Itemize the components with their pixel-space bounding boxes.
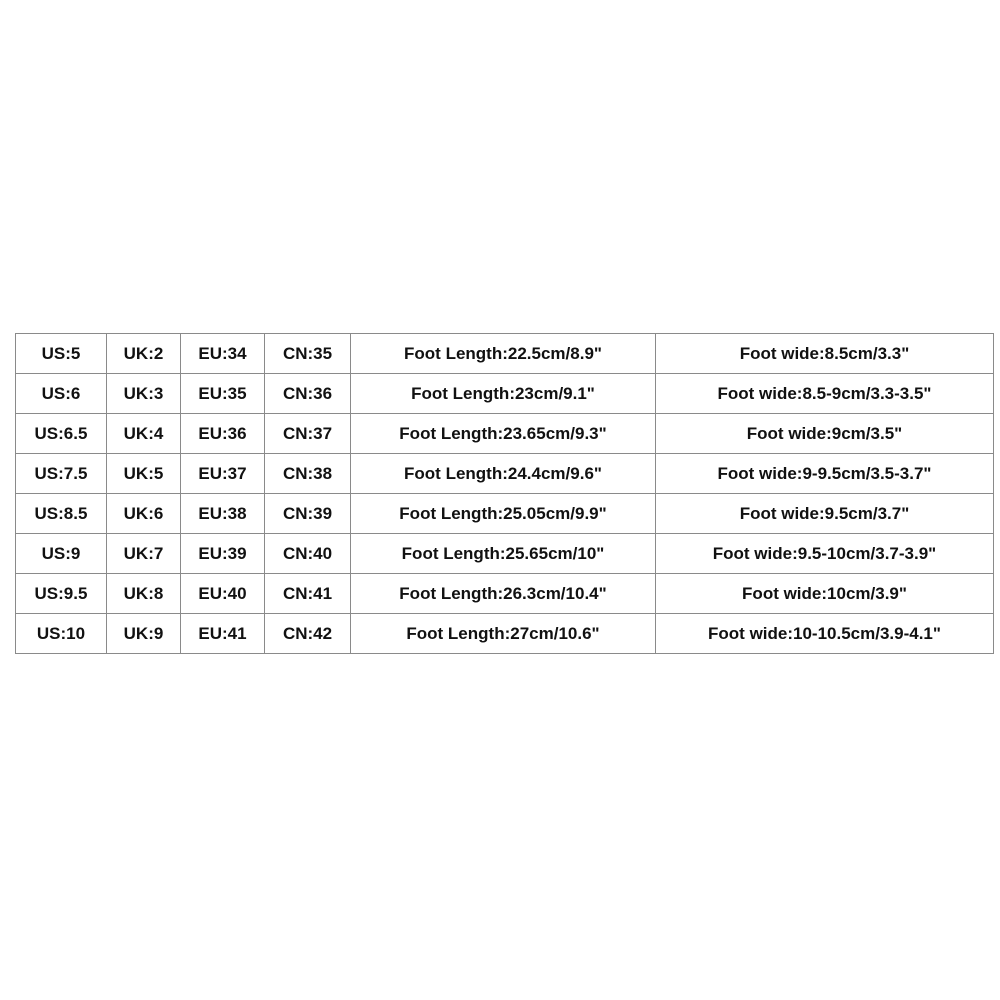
uk-size-cell: UK:2 xyxy=(107,334,181,374)
table-row xyxy=(16,414,994,454)
eu-size-cell: EU:39 xyxy=(181,534,265,574)
eu-size-cell: EU:34 xyxy=(181,334,265,374)
us-size-cell: US:7.5 xyxy=(16,454,107,494)
foot-wide-cell: Foot wide:10-10.5cm/3.9-4.1" xyxy=(656,614,994,654)
cn-size-cell: CN:37 xyxy=(265,414,351,454)
table-row xyxy=(16,574,994,614)
size-chart-table xyxy=(15,333,994,654)
table-row xyxy=(16,534,994,574)
eu-size-cell: EU:38 xyxy=(181,494,265,534)
us-size-cell: US:9 xyxy=(16,534,107,574)
foot-wide-cell: Foot wide:9.5cm/3.7" xyxy=(656,494,994,534)
foot-length-cell: Foot Length:22.5cm/8.9" xyxy=(351,334,656,374)
foot-length-cell: Foot Length:25.65cm/10" xyxy=(351,534,656,574)
cn-size-cell: CN:40 xyxy=(265,534,351,574)
cn-size-cell: CN:41 xyxy=(265,574,351,614)
foot-wide-cell: Foot wide:9-9.5cm/3.5-3.7" xyxy=(656,454,994,494)
us-size-cell: US:10 xyxy=(16,614,107,654)
foot-wide-cell: Foot wide:10cm/3.9" xyxy=(656,574,994,614)
uk-size-cell: UK:3 xyxy=(107,374,181,414)
cn-size-cell: CN:38 xyxy=(265,454,351,494)
foot-length-cell: Foot Length:23.65cm/9.3" xyxy=(351,414,656,454)
us-size-cell: US:9.5 xyxy=(16,574,107,614)
us-size-cell: US:6 xyxy=(16,374,107,414)
foot-length-cell: Foot Length:25.05cm/9.9" xyxy=(351,494,656,534)
foot-length-cell: Foot Length:26.3cm/10.4" xyxy=(351,574,656,614)
cn-size-cell: CN:39 xyxy=(265,494,351,534)
uk-size-cell: UK:8 xyxy=(107,574,181,614)
uk-size-cell: UK:9 xyxy=(107,614,181,654)
foot-wide-cell: Foot wide:9cm/3.5" xyxy=(656,414,994,454)
us-size-cell: US:8.5 xyxy=(16,494,107,534)
cn-size-cell: CN:36 xyxy=(265,374,351,414)
eu-size-cell: EU:35 xyxy=(181,374,265,414)
foot-length-cell: Foot Length:24.4cm/9.6" xyxy=(351,454,656,494)
eu-size-cell: EU:41 xyxy=(181,614,265,654)
foot-length-cell: Foot Length:23cm/9.1" xyxy=(351,374,656,414)
us-size-cell: US:5 xyxy=(16,334,107,374)
uk-size-cell: UK:6 xyxy=(107,494,181,534)
uk-size-cell: UK:4 xyxy=(107,414,181,454)
eu-size-cell: EU:36 xyxy=(181,414,265,454)
eu-size-cell: EU:40 xyxy=(181,574,265,614)
uk-size-cell: UK:5 xyxy=(107,454,181,494)
foot-wide-cell: Foot wide:8.5-9cm/3.3-3.5" xyxy=(656,374,994,414)
foot-wide-cell: Foot wide:8.5cm/3.3" xyxy=(656,334,994,374)
foot-length-cell: Foot Length:27cm/10.6" xyxy=(351,614,656,654)
cn-size-cell: CN:42 xyxy=(265,614,351,654)
us-size-cell: US:6.5 xyxy=(16,414,107,454)
eu-size-cell: EU:37 xyxy=(181,454,265,494)
table-row xyxy=(16,614,994,654)
table-row xyxy=(16,334,994,374)
uk-size-cell: UK:7 xyxy=(107,534,181,574)
foot-wide-cell: Foot wide:9.5-10cm/3.7-3.9" xyxy=(656,534,994,574)
table-row xyxy=(16,494,994,534)
table-row xyxy=(16,374,994,414)
cn-size-cell: CN:35 xyxy=(265,334,351,374)
table-row xyxy=(16,454,994,494)
